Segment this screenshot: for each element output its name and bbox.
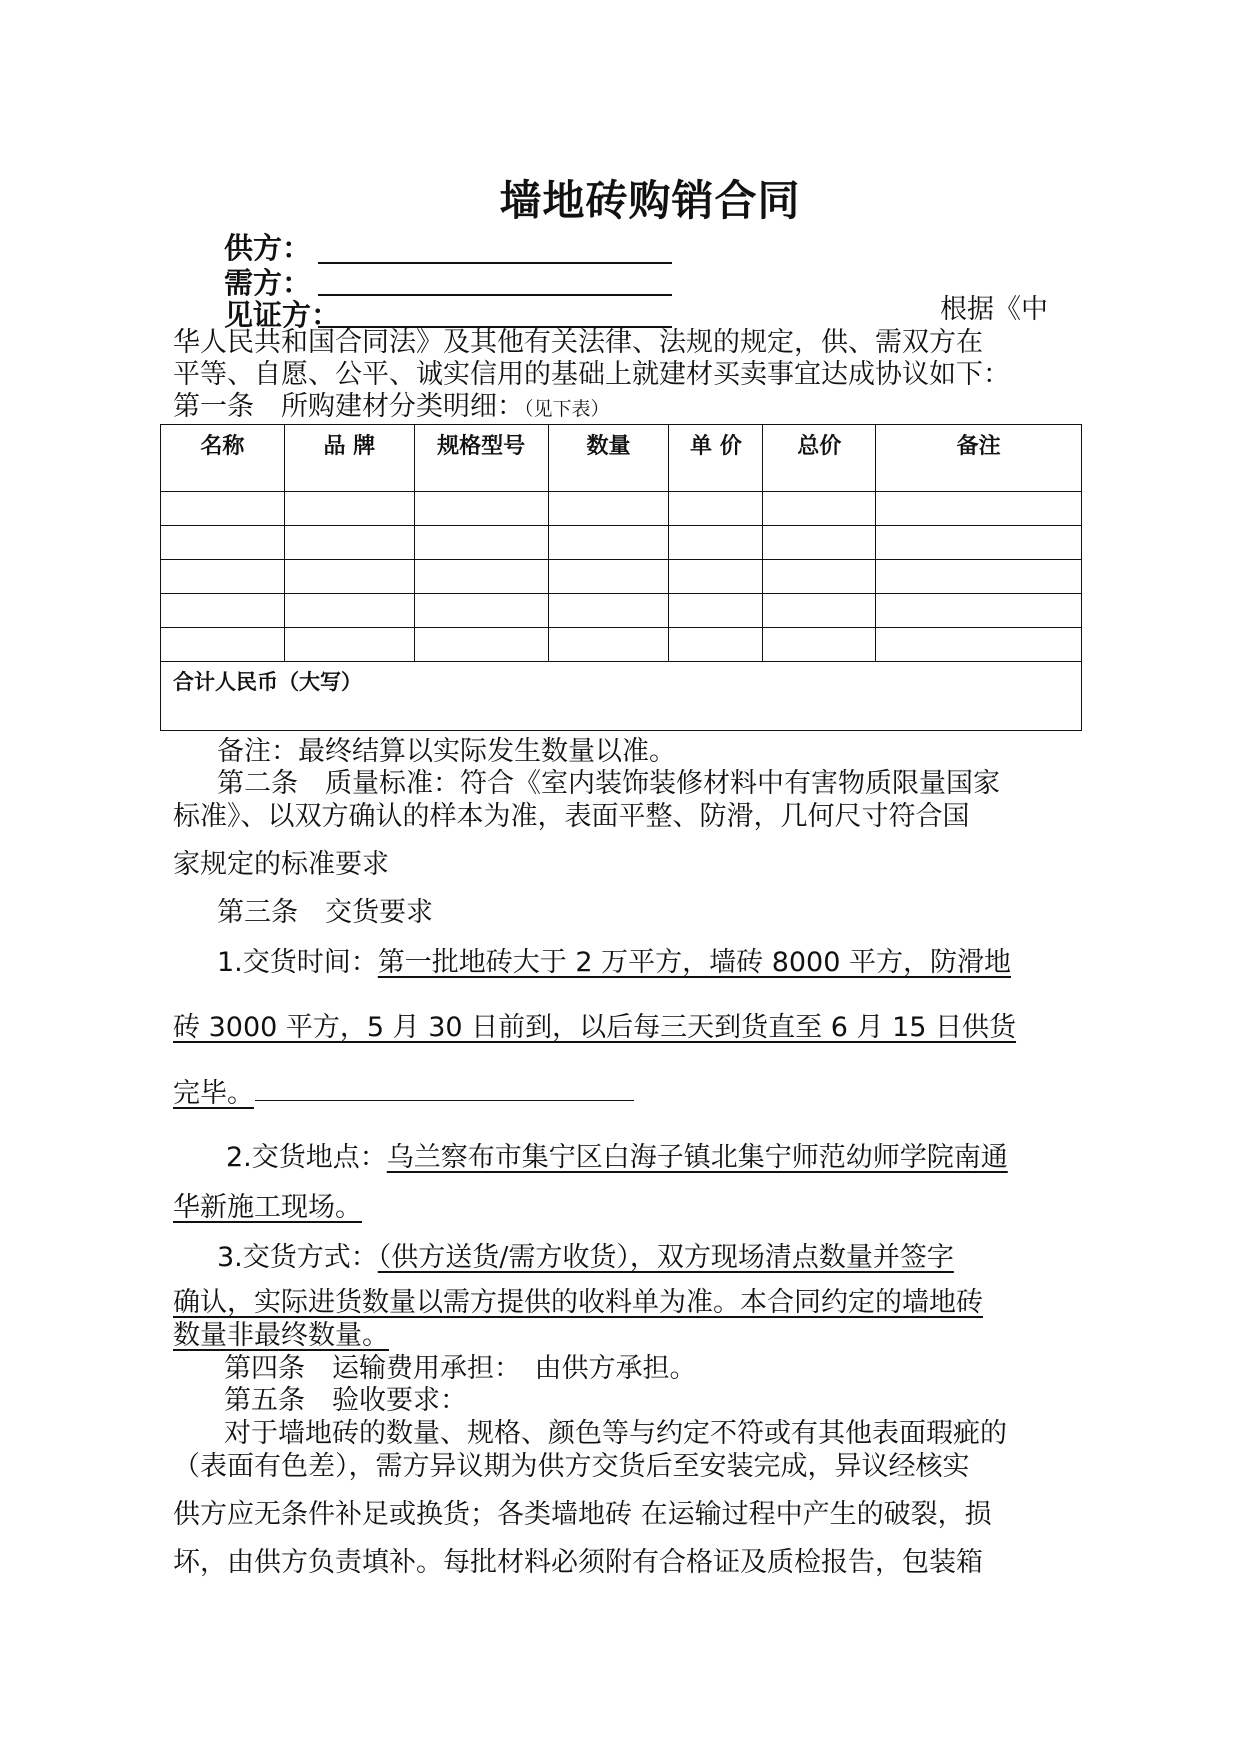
table-cell[interactable] <box>284 526 414 560</box>
table-cell[interactable] <box>763 492 876 526</box>
article-5-line-4: 坏，由供方负责填补。每批材料必须附有合格证及质检报告，包装箱 <box>173 1547 983 1578</box>
table-cell[interactable] <box>161 594 285 628</box>
article-2-line-3: 家规定的标准要求 <box>173 849 389 880</box>
supplier-blank-line <box>318 262 672 264</box>
table-cell[interactable] <box>763 594 876 628</box>
intro-line-1: 根据《中 <box>940 294 1048 325</box>
table-cell[interactable] <box>161 560 285 594</box>
table-cell[interactable] <box>763 628 876 662</box>
table-cell[interactable] <box>548 492 669 526</box>
header-total-price: 总价 <box>763 425 876 492</box>
article-5-label: 第五条 验收要求： <box>224 1385 467 1416</box>
article-3-label: 第三条 交货要求 <box>217 897 433 928</box>
table-cell[interactable] <box>876 526 1082 560</box>
table-cell[interactable] <box>669 560 763 594</box>
delivery-place-line-2: 华新施工现场。 <box>173 1192 362 1223</box>
article-1-heading <box>173 390 610 426</box>
buyer-label: 需方： <box>224 266 312 300</box>
table-cell[interactable] <box>414 594 548 628</box>
delivery-method-line-2: 确认，实际进货数量以需方提供的收料单为准。本合同约定的墙地砖 <box>173 1287 983 1318</box>
table-cell[interactable] <box>763 560 876 594</box>
article-1-note: （见下表） <box>524 398 610 420</box>
table-cell[interactable] <box>548 628 669 662</box>
remark-line: 备注：最终结算以实际发生数量以准。 <box>217 736 676 767</box>
intro-line-3: 平等、自愿、公平、诚实信用的基础上就建材买卖事宜达成协议如下： <box>173 359 1010 390</box>
table-cell[interactable] <box>284 594 414 628</box>
total-row <box>161 662 1082 731</box>
header-quantity: 数量 <box>548 425 669 492</box>
article-5-line-1: 对于墙地砖的数量、规格、颜色等与约定不符或有其他表面瑕疵的 <box>224 1418 1007 1449</box>
table-row <box>161 628 1082 662</box>
delivery-time-blank-line <box>255 1100 634 1101</box>
article-5-line-2: （表面有色差），需方异议期为供方交货后至安装完成，异议经核实 <box>173 1451 970 1482</box>
table-cell[interactable] <box>669 594 763 628</box>
table-header-row <box>161 425 1082 492</box>
table-cell[interactable] <box>414 492 548 526</box>
table-row <box>161 560 1082 594</box>
delivery-time-line-1 <box>217 940 1011 979</box>
delivery-time-text-1: 第一批地砖大于 2 万平方，墙砖 8000 平方，防滑地 <box>377 947 1011 978</box>
delivery-time-line-2: 砖 3000 平方，5 月 30 日前到，以后每三天到货直至 6 月 15 日供货 <box>173 1012 1017 1043</box>
article-5-line-3: 供方应无条件补足或换货；各类墙地砖 在运输过程中产生的破裂，损 <box>173 1499 992 1530</box>
delivery-place-prefix: 2.交货地点： <box>226 1142 387 1173</box>
supplier-label: 供方： <box>224 231 312 265</box>
article-2-line-2: 标准》、以双方确认的样本为准，表面平整、防滑，几何尺寸符合国 <box>173 801 970 832</box>
table-cell[interactable] <box>669 492 763 526</box>
table-cell[interactable] <box>414 628 548 662</box>
delivery-method-line-1 <box>217 1235 954 1274</box>
document-title: 墙地砖购销合同 <box>499 176 801 225</box>
intro-line-2: 华人民共和国合同法》及其他有关法律、法规的规定，供、需双方在 <box>173 327 983 358</box>
table-cell[interactable] <box>548 560 669 594</box>
table-cell[interactable] <box>876 594 1082 628</box>
table-cell[interactable] <box>548 594 669 628</box>
table-cell[interactable] <box>876 560 1082 594</box>
header-spec: 规格型号 <box>414 425 548 492</box>
table-cell[interactable] <box>284 628 414 662</box>
buyer-blank-line <box>318 294 672 296</box>
witness-label: 见证方： <box>224 298 341 332</box>
delivery-method-line-3: 数量非最终数量。 <box>173 1320 389 1351</box>
delivery-time-prefix: 1.交货时间： <box>217 947 378 978</box>
table-cell[interactable] <box>548 526 669 560</box>
total-rmb-label: 合计人民币（大写） <box>161 662 1082 731</box>
delivery-place-text-1: 乌兰察布市集宁区白海子镇北集宁师范幼师学院南通 <box>386 1142 1008 1173</box>
table-row <box>161 526 1082 560</box>
header-remarks: 备注 <box>876 425 1082 492</box>
delivery-time-line-3 <box>173 1071 254 1110</box>
header-brand: 品 牌 <box>284 425 414 492</box>
table-cell[interactable] <box>876 492 1082 526</box>
delivery-place-line-1 <box>226 1135 1008 1174</box>
table-cell[interactable] <box>161 628 285 662</box>
table-row <box>161 492 1082 526</box>
article-1-label: 第一条 所购建材分类明细： <box>173 391 524 422</box>
table-cell[interactable] <box>876 628 1082 662</box>
table-cell[interactable] <box>763 526 876 560</box>
table-cell[interactable] <box>284 492 414 526</box>
table-row <box>161 594 1082 628</box>
table-cell[interactable] <box>669 628 763 662</box>
article-2-line-1: 第二条 质量标准：符合《室内装饰装修材料中有害物质限量国家 <box>217 768 1000 799</box>
goods-table <box>160 424 1082 731</box>
delivery-time-text-3: 完毕。 <box>173 1078 254 1109</box>
delivery-method-prefix: 3.交货方式： <box>217 1242 378 1273</box>
article-4-line: 第四条 运输费用承担： 由供方承担。 <box>224 1353 697 1384</box>
header-unit-price: 单 价 <box>669 425 763 492</box>
table-cell[interactable] <box>414 560 548 594</box>
table-cell[interactable] <box>669 526 763 560</box>
table-cell[interactable] <box>161 492 285 526</box>
table-cell[interactable] <box>414 526 548 560</box>
header-name: 名称 <box>161 425 285 492</box>
table-cell[interactable] <box>284 560 414 594</box>
table-cell[interactable] <box>161 526 285 560</box>
delivery-method-text-1: （供方送货/需方收货），双方现场清点数量并签字 <box>377 1242 954 1273</box>
